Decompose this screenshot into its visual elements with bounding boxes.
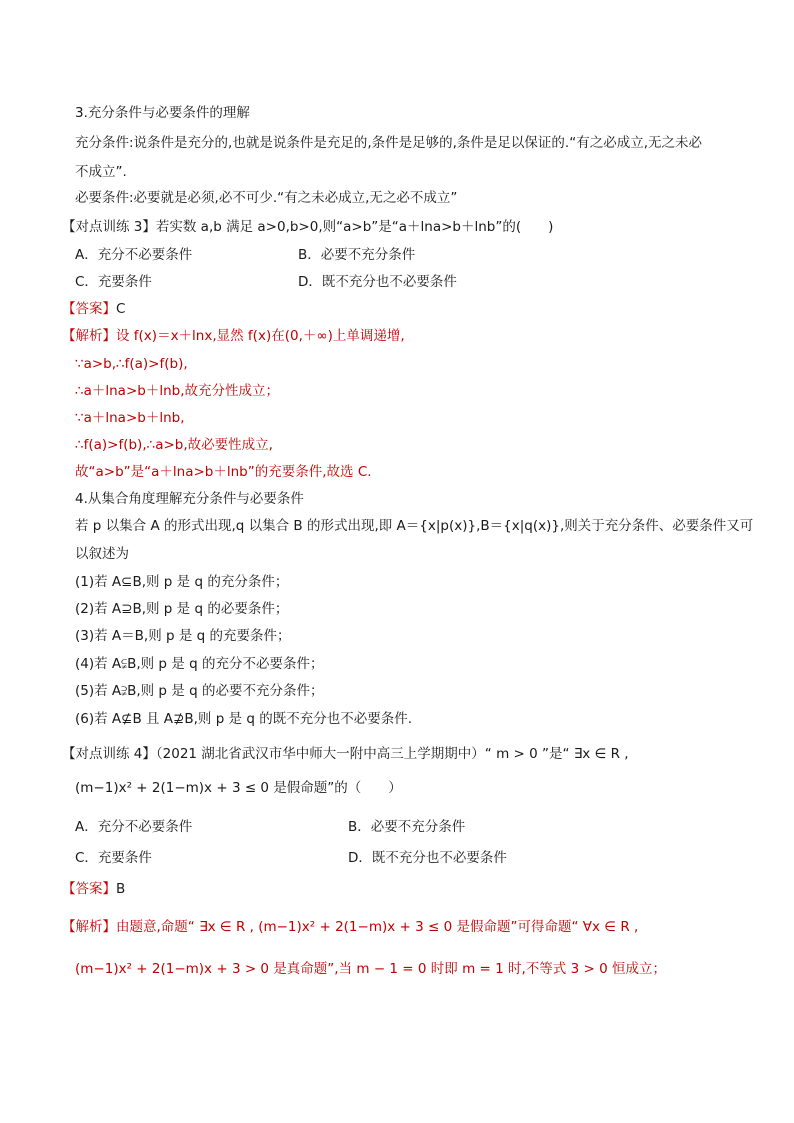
exercise3-option-a: A．充分不必要条件	[75, 247, 193, 263]
sufficient-definition-line2: 不成立”.	[75, 164, 127, 180]
exercise3-question	[62, 218, 553, 236]
exercise3-answer-value: C	[116, 301, 126, 317]
exercise3-option-b: B．必要不充分条件	[298, 247, 416, 263]
section4-item-2: (2)若 A⊇B,则 p 是 q 的必要条件；	[75, 601, 289, 617]
necessary-definition: 必要条件:必要就是必须,必不可少.“有之未必成立,无之必不成立”	[75, 190, 458, 206]
section4-item-5: (5)若 A⫌B,则 p 是 q 的必要不充分条件；	[75, 683, 324, 699]
section4-item-1: (1)若 A⊆B,则 p 是 q 的充分条件；	[75, 574, 289, 590]
exercise3-option-c: C．充要条件	[75, 274, 152, 290]
exercise3-analysis-line-4: ∵a＋lna>b＋lnb,	[75, 410, 185, 426]
sufficient-definition-line1: 充分条件:说条件是充分的,也就是说条件是充足的,条件是足够的,条件是足以保证的.“有之必成立,无之未必	[75, 135, 702, 151]
exercise3-answer-tag: 【答案】	[62, 301, 116, 317]
section4-title: 4.从集合角度理解充分条件与必要条件	[75, 491, 304, 507]
exercise3-answer	[62, 300, 125, 318]
exercise3-analysis-line-2: ∵a>b,∴f(a)>f(b),	[75, 356, 188, 372]
exercise3-analysis-line-1	[62, 327, 405, 345]
exercise4-question-line1	[62, 745, 629, 763]
exercise4-answer	[62, 880, 125, 898]
exercise4-analysis-text: 由题意,命题“ ∃x ∈ R , (m−1)x² + 2(1−m)x + 3 ≤ 0 是假命题”可得命题“ ∀x ∈ R ,	[116, 919, 639, 935]
exercise3-option-d: D．既不充分也不必要条件	[298, 274, 457, 290]
section4-item-4: (4)若 A⫋B,则 p 是 q 的充分不必要条件；	[75, 656, 324, 672]
exercise3-analysis-line-5: ∴f(a)>f(b),∴a>b,故必要性成立,	[75, 437, 273, 453]
exercise4-option-a: A．充分不必要条件	[75, 819, 193, 835]
exercise3-analysis-line-6: 故“a>b”是“a＋lna>b＋lnb”的充要条件,故选 C.	[75, 464, 372, 480]
exercise4-analysis-line2: (m−1)x² + 2(1−m)x + 3 > 0 是真命题”,当 m − 1 = 0 时即 m = 1 时,不等式 3 > 0 恒成立；	[75, 961, 666, 977]
section4-intro-line1: 若 p 以集合 A 的形式出现,q 以集合 B 的形式出现,即 A＝{x|p(x)},B＝{x|q(x)},则关于充分条件、必要条件又可	[75, 518, 754, 534]
exercise4-question-line2: (m−1)x² + 2(1−m)x + 3 ≤ 0 是假命题”的（ ）	[75, 780, 402, 796]
section4-intro-line2: 以叙述为	[75, 546, 129, 562]
section4-item-3: (3)若 A＝B,则 p 是 q 的充要条件；	[75, 628, 291, 644]
section4-item-6: (6)若 A⊈B 且 A⊉B,则 p 是 q 的既不充分也不必要条件.	[75, 711, 412, 727]
section3-title: 3.充分条件与必要条件的理解	[75, 105, 250, 121]
exercise4-option-b: B．必要不充分条件	[348, 819, 466, 835]
exercise4-option-d: D．既不充分也不必要条件	[348, 850, 507, 866]
exercise4-answer-value: B	[116, 881, 126, 897]
exercise4-option-c: C．充要条件	[75, 850, 152, 866]
exercise4-question-text: （2021 湖北省武汉市华中师大一附中高三上学期期中）“ m > 0 ”是“ ∃x ∈ R ,	[155, 746, 629, 762]
exercise4-analysis-tag: 【解析】	[62, 919, 116, 935]
exercise3-question-text: 若实数 a,b 满足 a>0,b>0,则“a>b”是“a＋lna>b＋lnb”的( )	[155, 219, 554, 235]
exercise4-tag: 【对点训练 4】	[62, 746, 156, 762]
exercise3-analysis-line-3: ∴a＋lna>b＋lnb,故充分性成立；	[75, 383, 279, 399]
exercise3-tag: 【对点训练 3】	[62, 219, 156, 235]
exercise4-analysis-line1	[62, 918, 638, 936]
exercise3-analysis-text: 设 f(x)＝x＋lnx,显然 f(x)在(0,＋∞)上单调递增,	[116, 328, 405, 344]
exercise4-answer-tag: 【答案】	[62, 881, 116, 897]
exercise3-analysis-tag: 【解析】	[62, 328, 116, 344]
